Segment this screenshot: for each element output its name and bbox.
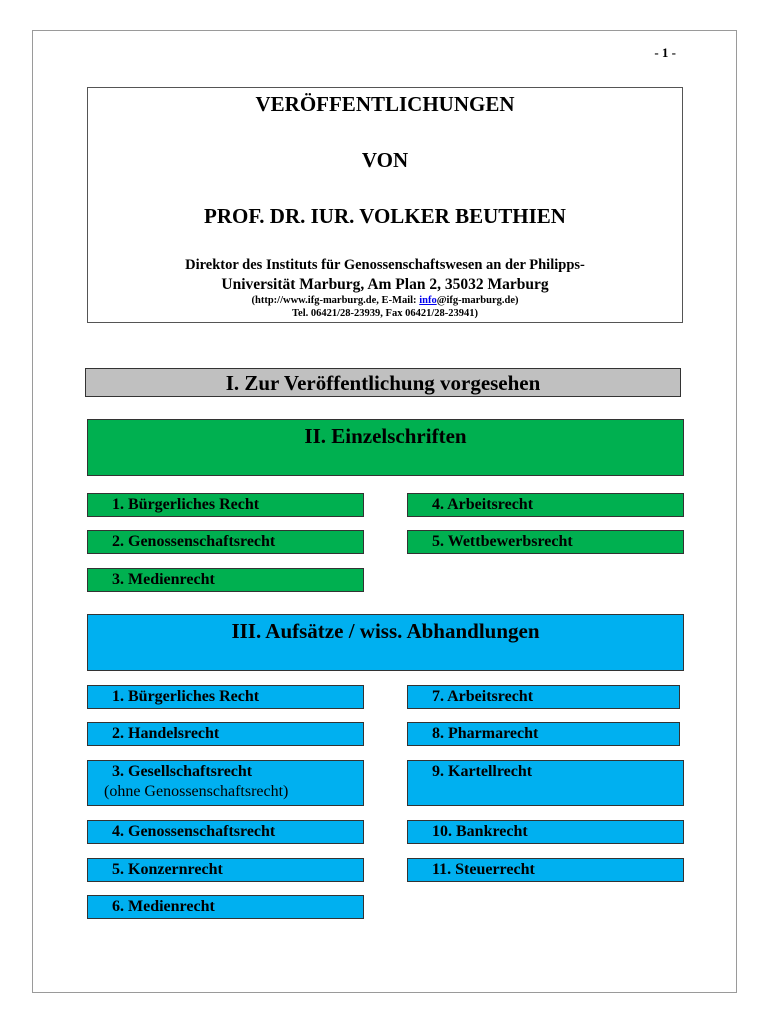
affiliation-line-2: Universität Marburg, Am Plan 2, 35032 Marburg	[221, 276, 549, 293]
aufsaetze-item-9[interactable]: 9. Kartellrecht	[407, 760, 684, 806]
section-2-heading[interactable]: II. Einzelschriften	[87, 419, 684, 476]
title-line-3: PROF. DR. IUR. VOLKER BEUTHIEN	[204, 204, 566, 228]
einzelschriften-item-1[interactable]: 1. Bürgerliches Recht	[87, 493, 364, 517]
section-1-heading[interactable]: I. Zur Veröffentlichung vorgesehen	[85, 368, 681, 397]
aufsaetze-item-7[interactable]: 7. Arbeitsrecht	[407, 685, 680, 709]
aufsaetze-item-3-label: 3. Gesellschaftsrecht	[112, 763, 253, 780]
email-link[interactable]: info	[419, 295, 437, 306]
title-line-2: VON	[361, 148, 409, 172]
aufsaetze-item-11[interactable]: 11. Steuerrecht	[407, 858, 684, 882]
aufsaetze-item-3[interactable]	[87, 760, 364, 806]
contact-info	[88, 294, 682, 320]
affiliation-line-1: Direktor des Instituts für Genossenschaftswesen an der Philipps-	[185, 257, 585, 273]
affiliation	[88, 256, 682, 294]
aufsaetze-item-4[interactable]: 4. Genossenschaftsrecht	[87, 820, 364, 844]
page-number: - 1 -	[654, 45, 676, 60]
aufsaetze-item-10[interactable]: 10. Bankrecht	[407, 820, 684, 844]
aufsaetze-item-8[interactable]: 8. Pharmarecht	[407, 722, 680, 746]
einzelschriften-item-3[interactable]: 3. Medienrecht	[87, 568, 364, 592]
contact-line	[88, 294, 682, 307]
aufsaetze-item-6[interactable]: 6. Medienrecht	[87, 895, 364, 919]
contact-suffix: @ifg-marburg.de)	[436, 295, 519, 306]
aufsaetze-item-2[interactable]: 2. Handelsrecht	[87, 722, 364, 746]
contact-prefix: (http://www.ifg-marburg.de, E-Mail:	[251, 295, 420, 306]
aufsaetze-item-5[interactable]: 5. Konzernrecht	[87, 858, 364, 882]
einzelschriften-item-5[interactable]: 5. Wettbewerbsrecht	[407, 530, 684, 554]
title-box	[87, 87, 683, 323]
section-3-heading[interactable]: III. Aufsätze / wiss. Abhandlungen	[87, 614, 684, 671]
phone-line: Tel. 06421/28-23939, Fax 06421/28-23941)	[292, 308, 478, 319]
title-line-1: VERÖFFENTLICHUNGEN	[255, 92, 515, 116]
einzelschriften-item-2[interactable]: 2. Genossenschaftsrecht	[87, 530, 364, 554]
aufsaetze-item-1[interactable]: 1. Bürgerliches Recht	[87, 685, 364, 709]
einzelschriften-item-4[interactable]: 4. Arbeitsrecht	[407, 493, 684, 517]
document-page	[32, 30, 737, 993]
aufsaetze-item-3-note: (ohne Genossenschaftsrecht)	[104, 783, 289, 800]
